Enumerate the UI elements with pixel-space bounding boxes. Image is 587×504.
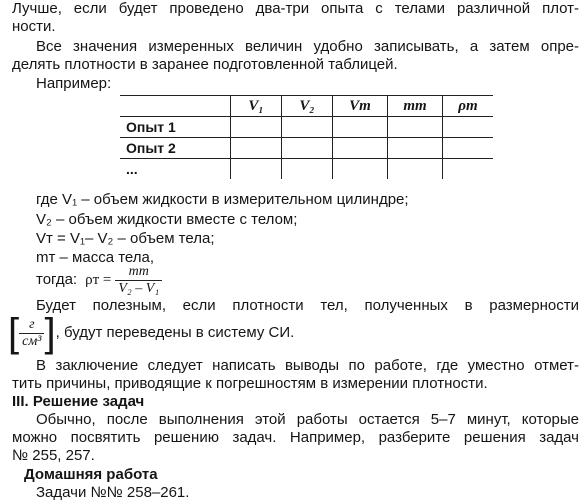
table-header-cell: ρт [443,96,494,117]
table-header-cell: mт [388,96,443,117]
measurements-table [120,95,493,179]
formula-denominator: V₂ – V₁ [118,280,160,296]
table-header-cell [120,96,231,117]
table-cell [282,159,333,180]
definition-line-2: V₂ – объем жидкости вместе с телом; [36,211,298,228]
table-cell [282,138,333,159]
paragraph-1-line-2: ности. [12,18,56,35]
table-cell [231,159,282,180]
table-cell [388,138,443,159]
table-cell [231,138,282,159]
example-label: Например: [36,75,112,92]
definition-line-1: где V₁ – объем жидкости в измерительном цилиндре; [36,191,409,208]
table-row-label: Опыт 2 [120,138,231,159]
table-cell [333,117,388,138]
formula-numerator: mт [115,264,162,281]
table-cell [231,117,282,138]
table-row-label: ... [120,159,231,180]
homework-heading: Домашняя работа [24,466,158,483]
section-3-heading: III. Решение задач [12,393,145,410]
table-cell [388,117,443,138]
table-row [120,159,493,180]
table-cell [388,159,443,180]
section-3-line-3: № 255, 257. [12,447,95,464]
paragraph-2-line-1: Все значения измеренных величин удобно записывать, а затем опре- [36,38,579,55]
table-row-label: Опыт 1 [120,117,231,138]
definition-line-4: mт – масса тела, [36,249,155,266]
table-cell [333,159,388,180]
formula-prefix: тогда: [36,271,78,288]
table-cell [282,117,333,138]
density-formula [36,262,162,298]
table-header-row [120,96,493,117]
formula-fraction [115,264,162,297]
paragraph-3-line-2 [8,313,294,353]
unit-numerator: г [19,317,44,334]
table-cell [333,138,388,159]
paragraph-2-line-2: делять плотности в заранее подготовленной таблицей. [12,56,398,73]
paragraph-4-line-1: В заключение следует написать выводы по работе, где уместно отмет- [36,357,579,374]
definition-line-3: Vт = V₁– V₂ – объем тела; [36,230,215,247]
table-row [120,138,493,159]
homework-line-1: Задачи №№ 258–261. [36,484,190,501]
table-cell [443,138,494,159]
formula-lhs: ρт = [85,272,112,288]
left-bracket-icon: [ [8,311,20,355]
table-row [120,117,493,138]
paragraph-3-line-1: Будет полезным, если плотности тел, полученных в размерности [36,297,579,314]
paragraph-1-line-1: Лучше, если будет проведено два-три опыта с телами различной плот- [12,0,579,17]
unit-fraction [19,317,44,350]
paragraph-3-rest: , будут переведены в систему СИ. [55,324,295,341]
paragraph-4-line-2: тить причины, приводящие к погрешностям в измерении плотности. [12,375,488,392]
section-3-line-1: Обычно, после выполнения этой работы остается 5–7 минут, которые [36,411,579,428]
unit-denominator: см³ [22,333,42,349]
table-header-cell: Vт [333,96,388,117]
right-bracket-icon: ] [44,311,56,355]
section-3-line-2: можно посвятить решению задач. Например, разберите решения задач [12,429,579,446]
table-cell [443,159,494,180]
table-header-cell: V₂ [282,96,333,117]
table-cell [443,117,494,138]
table-header-cell: V₁ [231,96,282,117]
